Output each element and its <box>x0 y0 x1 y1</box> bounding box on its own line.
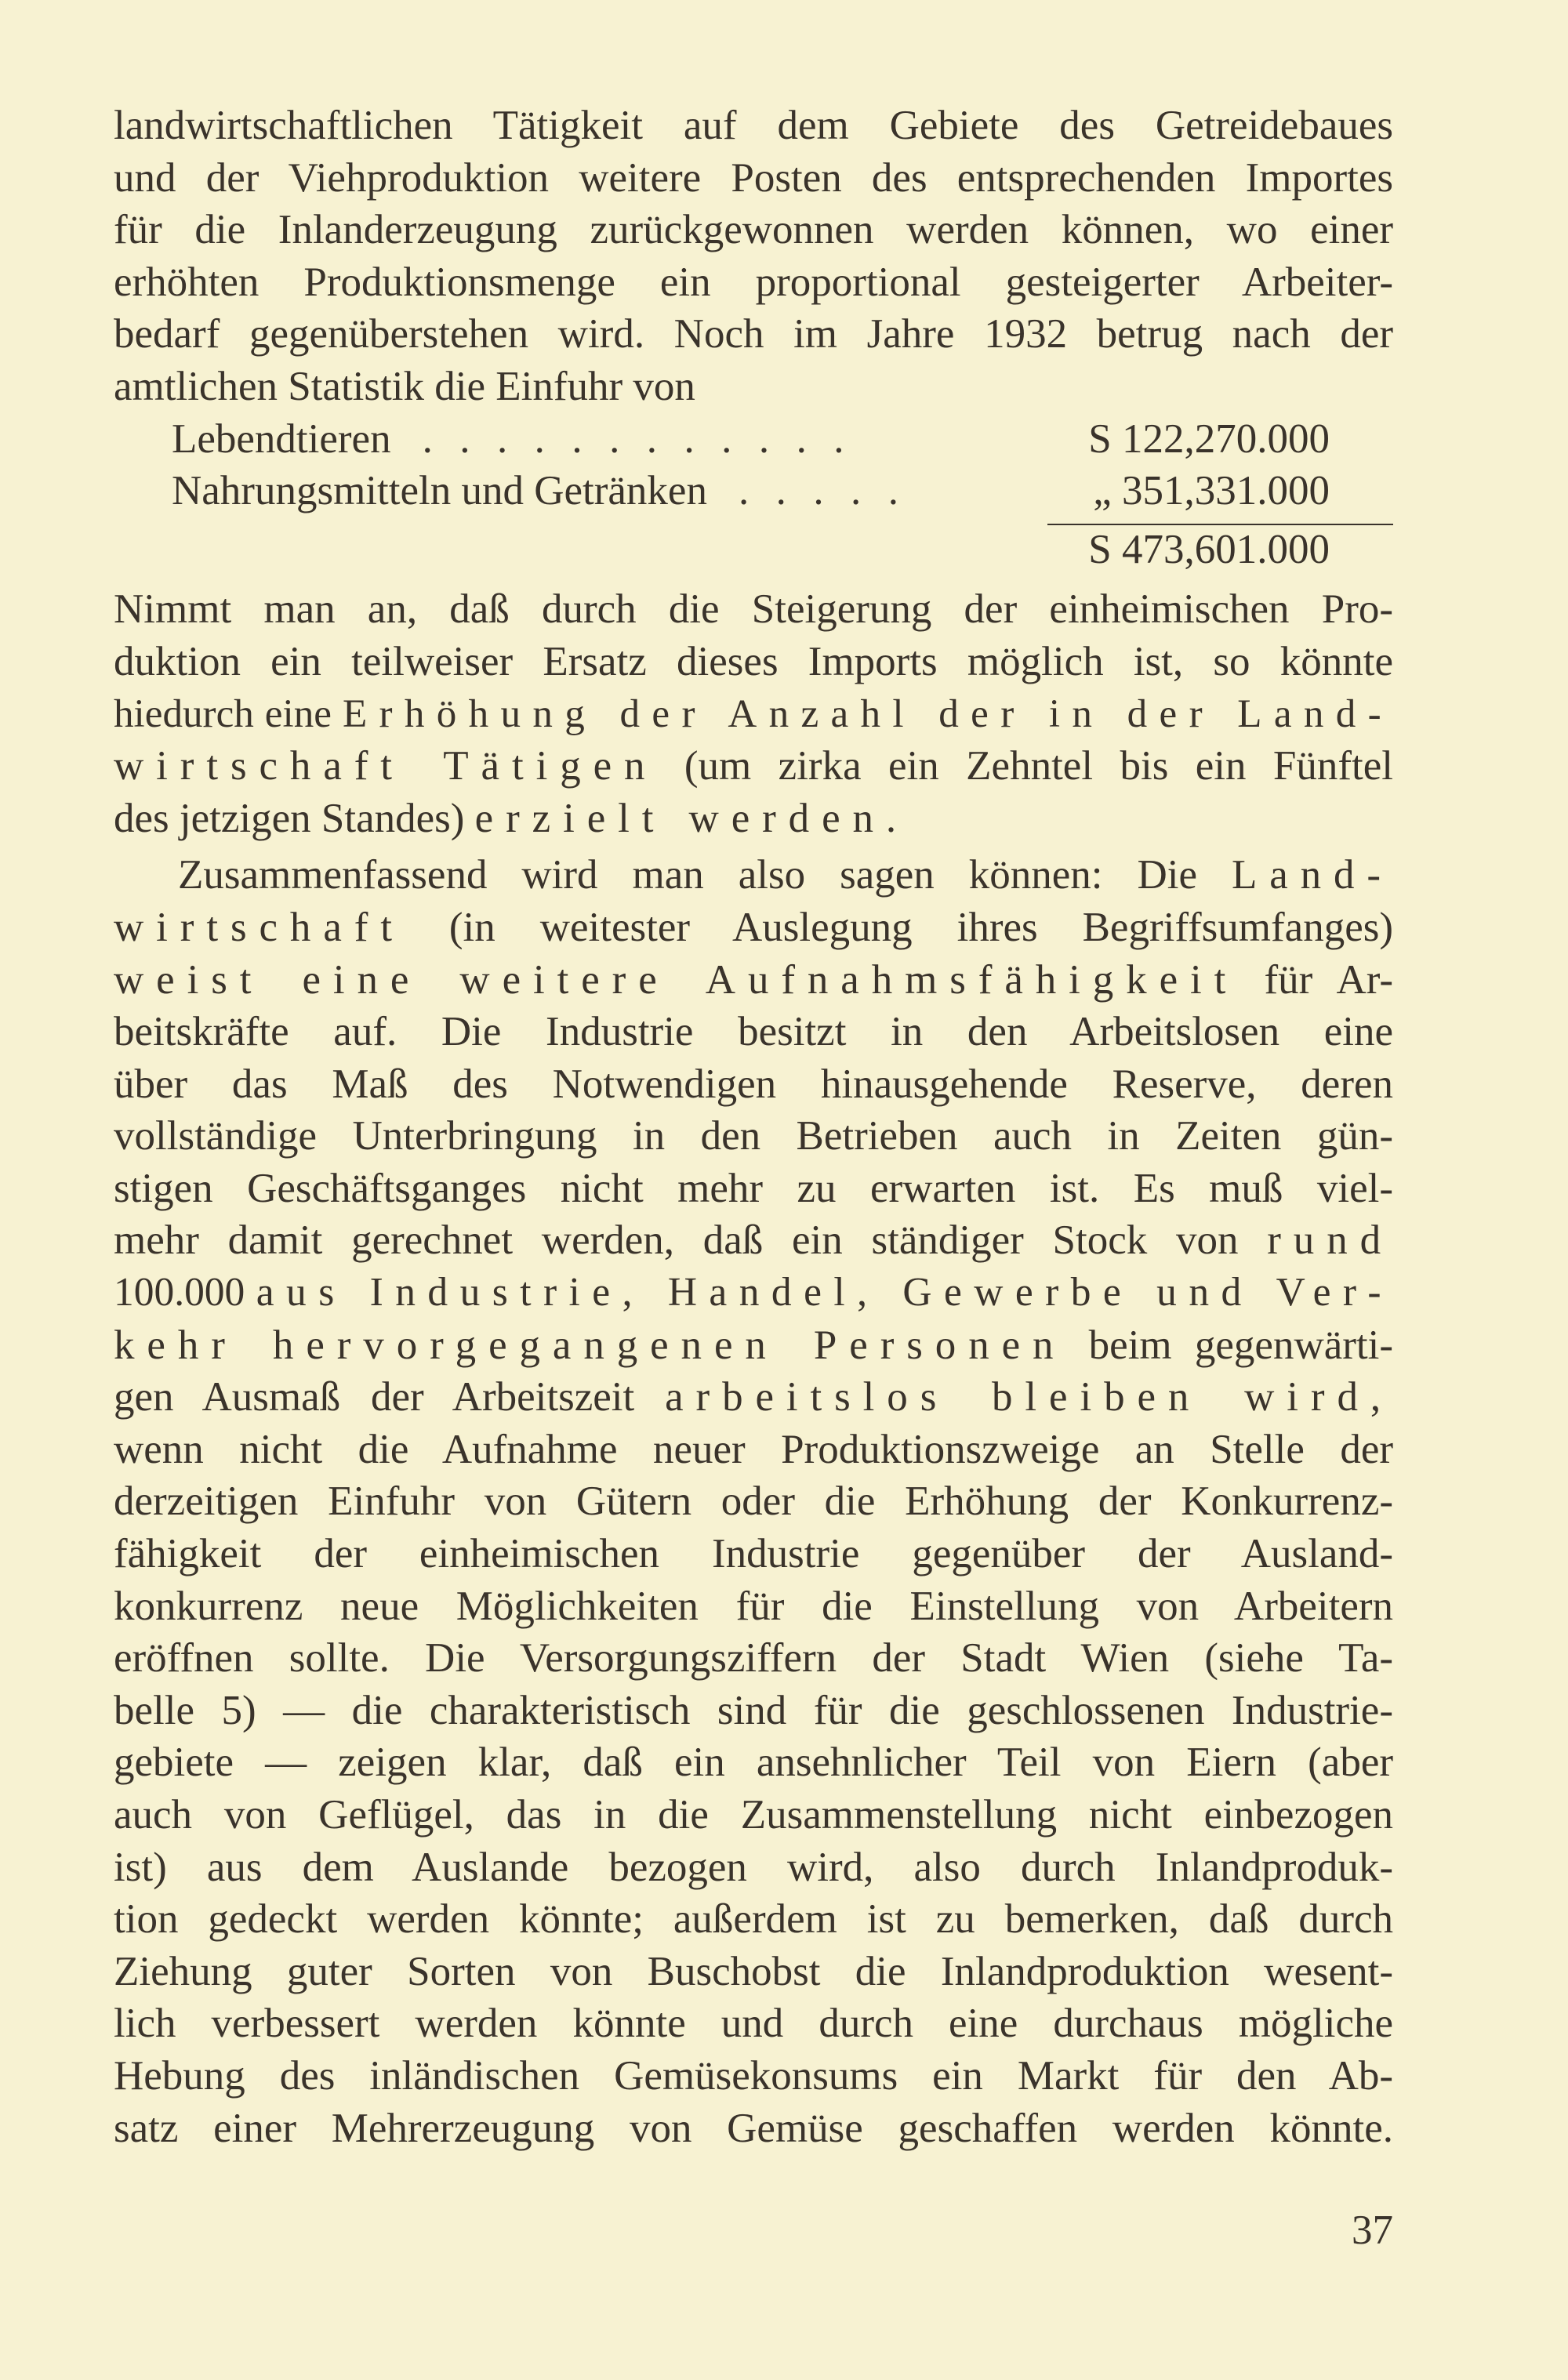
import-row-livestock <box>114 413 1393 466</box>
text-line <box>114 1006 1393 1058</box>
text-line <box>114 1789 1393 1841</box>
text-segment: hiedurch eine <box>114 691 343 736</box>
text-line <box>114 902 1393 954</box>
text-line <box>114 1580 1393 1633</box>
text-line <box>114 1685 1393 1737</box>
spaced-emphasis-text: erzielt werden. <box>474 795 909 841</box>
text-line <box>114 1058 1393 1111</box>
spaced-emphasis-text: wirtschaft <box>114 904 405 950</box>
text-segment: des jetzigen Standes) <box>114 795 475 841</box>
text-line <box>114 954 1393 1007</box>
text-line <box>114 740 1393 793</box>
import-total: S 473,601.000 <box>1088 526 1330 572</box>
text-line <box>114 1841 1393 1894</box>
text-segment: gen Ausmaß der Arbeitszeit <box>114 1374 666 1420</box>
text-line <box>114 1163 1393 1215</box>
spaced-emphasis-text: rund <box>1267 1217 1393 1264</box>
text-segment: auch von Geflügel, das in die Zusammenstellung nicht einbezogen <box>114 1792 1393 1838</box>
text-segment: wenn nicht die Aufnahme neuer Produktionszweige an Stelle der <box>114 1426 1393 1472</box>
page-body <box>114 100 1393 2154</box>
text-line <box>114 204 1393 256</box>
text-line <box>114 152 1393 205</box>
text-line <box>114 1632 1393 1685</box>
text-line <box>114 1946 1393 1998</box>
text-segment: gebiete — zeigen klar, daß ein ansehnlicher Teil von Eiern (aber <box>114 1740 1393 1786</box>
text-segment: 100.000 <box>114 1270 256 1315</box>
text-segment: Hebung des inländischen Gemüsekonsums ein Markt für den Ab- <box>114 2052 1393 2099</box>
import-total-row <box>114 524 1393 576</box>
leader-dots: . . . . . . . . . . . . <box>422 415 853 462</box>
text-segment: über das Maß des Notwendigen hinausgehende Reserve, deren <box>114 1061 1393 1107</box>
text-line <box>114 1893 1393 1946</box>
text-segment: Zusammenfassend wird man also sagen können: Die <box>178 852 1232 898</box>
text-line <box>114 2050 1393 2102</box>
text-line <box>114 583 1393 636</box>
text-line <box>114 1214 1393 1267</box>
spaced-emphasis-text: Erhöhung der Anzahl der in der Land- <box>342 691 1393 736</box>
text-line <box>114 636 1393 688</box>
text-line <box>114 1110 1393 1163</box>
text-segment: lich verbessert werden könnte und durch eine durchaus mögliche <box>114 2001 1393 2047</box>
import-row-food <box>114 465 1393 517</box>
text-segment: duktion ein teilweiser Ersatz dieses Imports möglich ist, so könnte <box>114 638 1393 684</box>
text-segment: landwirtschaftlichen Tätigkeit auf dem Gebiete des Getreidebaues <box>114 103 1393 148</box>
import-amount: S 122,270.000 <box>1088 415 1330 462</box>
text-line <box>114 1997 1393 2050</box>
text-segment: eröffnen sollte. Die Versorgungsziffern der Stadt Wien (siehe Ta- <box>114 1635 1393 1682</box>
leader-dots: . . . . . <box>738 468 907 514</box>
text-segment: für die Inlanderzeugung zurückgewonnen werden können, wo einer <box>114 207 1393 253</box>
text-line <box>114 1371 1393 1424</box>
paragraph-2 <box>114 583 1393 792</box>
text-line <box>114 849 1393 902</box>
text-segment: tion gedeckt werden könnte; außerdem ist zu bemerken, daß durch <box>114 1896 1393 1943</box>
text-segment: vollständige Unterbringung in den Betrieben auch in Zeiten gün- <box>114 1113 1393 1159</box>
spaced-emphasis-text: arbeitslos bleiben wird, <box>665 1374 1393 1420</box>
text-line <box>114 793 1393 845</box>
sum-rule <box>1047 524 1393 525</box>
text-segment: beim gegenwärti- <box>1065 1322 1393 1368</box>
paragraph-3 <box>114 902 1393 2154</box>
text-segment: fähigkeit der einheimischen Industrie gegenüber der Ausland- <box>114 1531 1393 1577</box>
text-line <box>114 308 1393 361</box>
import-label: Lebendtieren <box>172 415 391 462</box>
text-segment: stigen Geschäftsganges nicht mehr zu erwarten ist. Es muß viel- <box>114 1165 1393 1211</box>
text-line <box>114 688 1393 741</box>
text-segment: bedarf gegenüberstehen wird. Noch im Jahre 1932 betrug nach der <box>114 311 1393 357</box>
text-segment: ist) aus dem Auslande bezogen wird, also durch Inlandproduk- <box>114 1844 1393 1890</box>
paragraph-1 <box>114 100 1393 361</box>
text-line <box>114 1424 1393 1476</box>
text-line <box>114 100 1393 152</box>
text-segment: (in weitester Auslegung ihres Begriffsumfanges) <box>404 904 1393 950</box>
text-segment: derzeitigen Einfuhr von Gütern oder die Erhöhung der Konkurrenz- <box>114 1478 1393 1525</box>
text-line <box>114 1267 1393 1319</box>
text-segment: satz einer Mehrerzeugung von Gemüse geschaffen werden könnte. <box>114 2105 1393 2151</box>
text-segment: belle 5) — die charakteristisch sind für die geschlossenen Industrie- <box>114 1687 1393 1733</box>
spaced-emphasis-text: wirtschaft Tätigen <box>114 743 658 789</box>
text-line <box>114 1475 1393 1528</box>
text-segment: mehr damit gerechnet werden, daß ein ständiger Stock von <box>114 1217 1268 1264</box>
text-line <box>114 256 1393 309</box>
import-label: Nahrungsmitteln und Getränken <box>172 468 707 514</box>
text-line <box>114 1528 1393 1580</box>
text-segment: und der Viehproduktion weitere Posten des entsprechenden Importes <box>114 154 1393 201</box>
text-segment: konkurrenz neue Möglichkeiten für die Einstellung von Arbeitern <box>114 1583 1393 1629</box>
text-segment: beitskräfte auf. Die Industrie besitzt in den Arbeitslosen eine <box>114 1009 1393 1055</box>
import-amount: „ 351,331.000 <box>1093 468 1330 514</box>
text-segment: (um zirka ein Zehntel bis ein Fünftel <box>657 743 1393 789</box>
spaced-emphasis-text: kehr hervorgegangenen Personen <box>114 1322 1066 1368</box>
text-segment: erhöhten Produktionsmenge ein proportional gesteigerter Arbeiter- <box>114 259 1393 305</box>
text-line: amtlichen Statistik die Einfuhr von <box>114 363 695 409</box>
text-line <box>114 2102 1393 2155</box>
text-segment: für Ar- <box>1238 956 1393 1003</box>
text-line <box>114 1319 1393 1372</box>
text-segment: Ziehung guter Sorten von Buschobst die Inlandproduktion wesent- <box>114 1948 1393 1994</box>
text-line <box>114 1736 1393 1789</box>
spaced-emphasis-text: weist eine weitere Aufnahmsfähigkeit <box>114 956 1239 1003</box>
spaced-emphasis-text: Land- <box>1231 852 1393 898</box>
spaced-emphasis-text: aus Industrie, Handel, Gewerbe und Ver- <box>256 1270 1393 1315</box>
page-number: 37 <box>1352 2208 1393 2253</box>
text-segment: Nimmt man an, daß durch die Steigerung der einheimischen Pro- <box>114 586 1393 633</box>
